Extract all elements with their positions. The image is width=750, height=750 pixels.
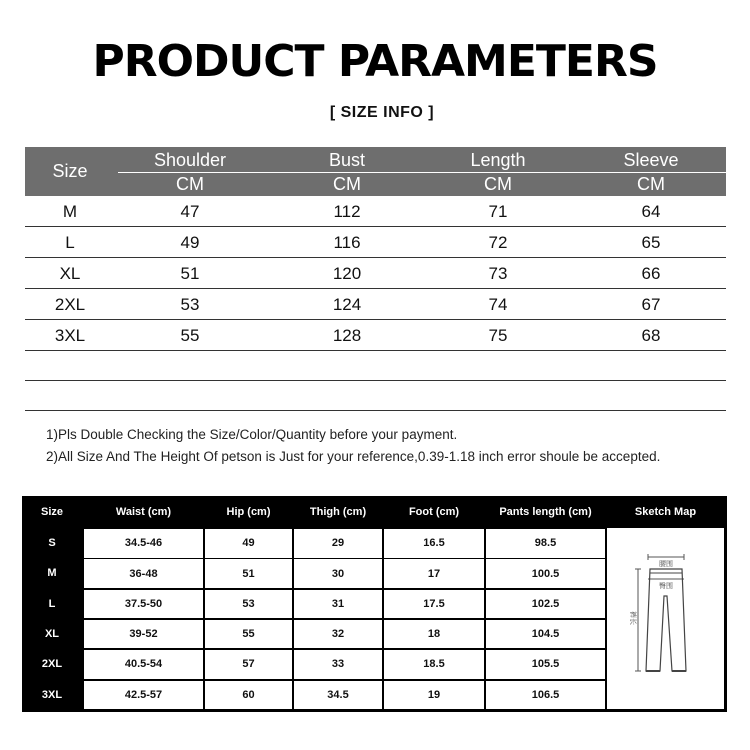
value-cell: 116 [333, 233, 361, 252]
notes [46, 424, 660, 468]
bottom-value-cell: 18.5 [384, 650, 484, 679]
bottom-value-cell: 100.5 [486, 559, 605, 588]
bottom-header-4: Foot (cm) [408, 506, 460, 518]
value-cell: 67 [641, 295, 661, 314]
value-cell: 120 [332, 264, 362, 283]
bottom-value-cell: 30 [294, 559, 382, 588]
value-cell: 124 [332, 295, 362, 314]
waist-label: 腰围 [658, 560, 673, 568]
bottom-value-cell: 49 [205, 529, 292, 558]
value-cell: 75 [488, 326, 508, 345]
value-cell: 72 [488, 233, 508, 252]
bottom-value-cell: 98.5 [486, 529, 605, 558]
bottom-value-cell: 39-52 [84, 620, 203, 649]
bottom-value-cell: 29 [294, 529, 382, 558]
bottom-value-cell: 18 [384, 620, 484, 649]
bottom-value-cell: 16.5 [384, 529, 484, 558]
page-title: PRODUCT PARAMETERS [92, 36, 658, 87]
size-header: Size [52, 161, 88, 181]
table-row [25, 289, 726, 320]
bottom-value-cell: 17.5 [384, 590, 484, 619]
bottom-value-cell: 40.5-54 [84, 650, 203, 679]
value-cell: 112 [333, 202, 361, 221]
bottom-value-cell: 104.5 [486, 620, 605, 649]
bottom-header-0: Size [40, 506, 63, 518]
value-cell: 68 [641, 326, 661, 345]
bottom-value-cell: 42.5-57 [84, 681, 203, 710]
bottom-value-cell: 33 [294, 650, 382, 679]
note-1: 1)Pls Double Checking the Size/Color/Quantity before your payment. [46, 427, 458, 442]
bottom-value-cell: 55 [205, 620, 292, 649]
length-label: 裤长 [628, 611, 637, 625]
bottom-value-cell: 106.5 [486, 681, 605, 710]
table-row [25, 320, 726, 351]
bottom-size-table [22, 496, 727, 712]
bottom-value-cell: 34.5 [294, 681, 382, 710]
size-cell: L [65, 233, 75, 252]
empty-row [25, 351, 726, 381]
table-row [25, 258, 726, 289]
bottom-header-6: Sketch Map [634, 506, 697, 518]
bottom-size-label: 2XL [41, 658, 63, 671]
table-row [25, 227, 726, 258]
value-cell: 74 [488, 295, 508, 314]
bottom-value-cell: 102.5 [486, 590, 605, 619]
bottom-size-label: XL [44, 627, 60, 640]
value-cell: 55 [180, 326, 200, 345]
bottom-value-cell: 60 [205, 681, 292, 710]
bottom-value-cell: 17 [384, 559, 484, 588]
bottom-value-cell: 105.5 [486, 650, 605, 679]
bottom-header-1: Waist (cm) [115, 506, 172, 518]
bottom-size-label: S [48, 537, 56, 549]
value-cell: 47 [180, 202, 200, 221]
header-unit: CM [637, 174, 665, 194]
bottom-value-cell: 32 [294, 620, 382, 649]
bottom-header-3: Thigh (cm) [309, 506, 367, 518]
value-cell: 64 [641, 202, 661, 221]
top-table-body [25, 196, 726, 411]
value-cell: 71 [488, 202, 508, 221]
top-size-table [25, 147, 726, 411]
header-unit: CM [176, 174, 204, 194]
pants-sketch-icon [626, 551, 706, 686]
value-cell: 65 [641, 233, 661, 252]
value-cell: 53 [180, 295, 200, 314]
header-divider [118, 172, 726, 173]
bottom-value-cell: 53 [205, 590, 292, 619]
page-subtitle: [ SIZE INFO ] [329, 104, 435, 121]
bottom-value-cell: 34.5-46 [84, 529, 203, 558]
note-2: 2)All Size And The Height Of petson is Just for your reference,0.39-1.18 inch error shoule be accepted. [46, 449, 661, 464]
top-table-header [25, 147, 726, 196]
size-cell: XL [59, 264, 81, 283]
bottom-value-cell: 19 [384, 681, 484, 710]
value-cell: 128 [332, 326, 362, 345]
bottom-header-5: Pants length (cm) [499, 506, 592, 518]
bottom-value-cell: 51 [205, 559, 292, 588]
bottom-size-label: L [48, 597, 56, 610]
value-cell: 51 [180, 264, 200, 283]
header-unit: CM [484, 174, 512, 194]
header-unit: CM [333, 174, 361, 194]
empty-row [25, 381, 726, 411]
header-shoulder: Shoulder [153, 150, 227, 170]
header-bust: Bust [328, 150, 366, 170]
bottom-header-2: Hip (cm) [226, 506, 271, 518]
bottom-value-cell: 36-48 [84, 559, 203, 588]
size-cell: 2XL [54, 295, 86, 314]
size-cell: 3XL [54, 326, 86, 345]
bottom-value-cell: 31 [294, 590, 382, 619]
value-cell: 66 [641, 264, 661, 283]
bottom-value-cell: 57 [205, 650, 292, 679]
hip-label: 臀围 [658, 582, 673, 590]
table-row [25, 196, 726, 227]
bottom-size-label: 3XL [41, 688, 63, 701]
bottom-size-label: M [47, 567, 57, 580]
pants-sketch-map [607, 528, 724, 709]
header-sleeve: Sleeve [623, 150, 679, 170]
header-length: Length [470, 150, 526, 170]
value-cell: 49 [180, 233, 200, 252]
value-cell: 73 [488, 264, 508, 283]
bottom-value-cell: 37.5-50 [84, 590, 203, 619]
size-cell: M [62, 202, 78, 221]
